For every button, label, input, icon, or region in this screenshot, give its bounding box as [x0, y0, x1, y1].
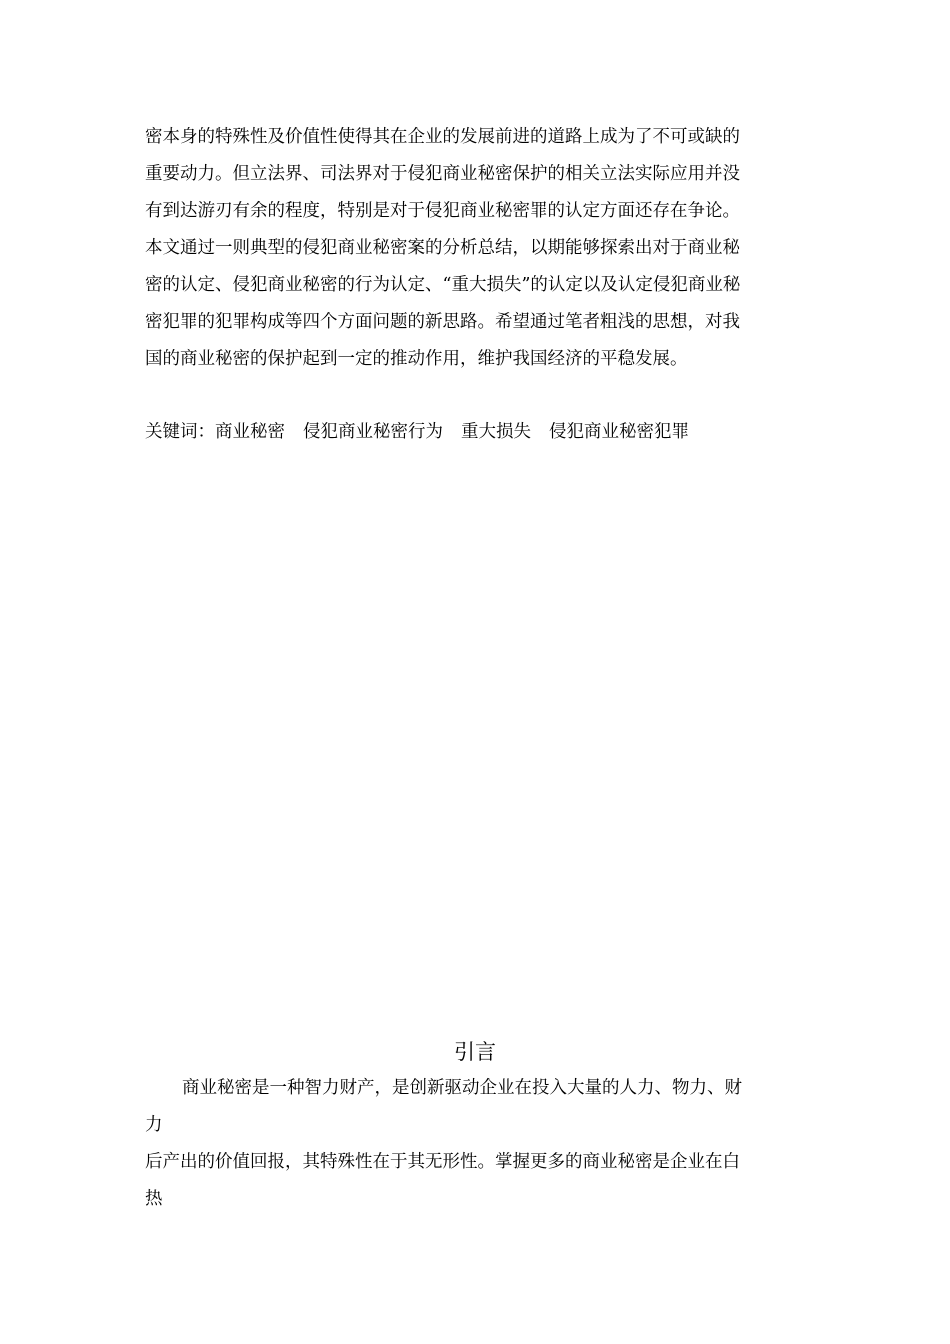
intro-line: 商业秘密是一种智力财产，是创新驱动企业在投入大量的人力、物力、财	[182, 1078, 742, 1098]
intro-line: 热	[145, 1189, 163, 1209]
abstract-line: 有到达游刃有余的程度，特别是对于侵犯商业秘密罪的认定方面还存在争论。	[145, 201, 740, 221]
keyword: 侵犯商业秘密行为	[303, 422, 443, 442]
abstract-line: 密本身的特殊性及价值性使得其在企业的发展前进的道路上成为了不可或缺的	[145, 127, 740, 147]
abstract-line: 重要动力。但立法界、司法界对于侵犯商业秘密保护的相关立法实际应用并没	[145, 164, 740, 184]
keyword: 重大损失	[461, 422, 531, 442]
abstract-line: 本文通过一则典型的侵犯商业秘密案的分析总结，以期能够探索出对于商业秘	[145, 238, 740, 258]
abstract-line: 密的认定、侵犯商业秘密的行为认定、“重大损失”的认定以及认定侵犯商业秘	[145, 275, 741, 295]
abstract-line: 国的商业秘密的保护起到一定的推动作用，维护我国经济的平稳发展。	[145, 349, 688, 369]
keyword: 侵犯商业秘密犯罪	[549, 422, 689, 442]
intro-line: 后产出的价值回报，其特殊性在于其无形性。掌握更多的商业秘密是企业在白	[145, 1152, 740, 1172]
abstract-paragraph	[145, 121, 805, 380]
abstract-line: 密犯罪的犯罪构成等四个方面问题的新思路。希望通过笔者粗浅的思想，对我	[145, 312, 740, 332]
keywords-line	[145, 416, 707, 448]
keyword: 商业秘密	[215, 422, 285, 442]
intro-paragraph	[145, 1072, 805, 1220]
intro-line: 力	[145, 1115, 163, 1135]
section-heading: 引言	[454, 1040, 496, 1064]
keywords-label: 关键词：	[145, 422, 215, 442]
